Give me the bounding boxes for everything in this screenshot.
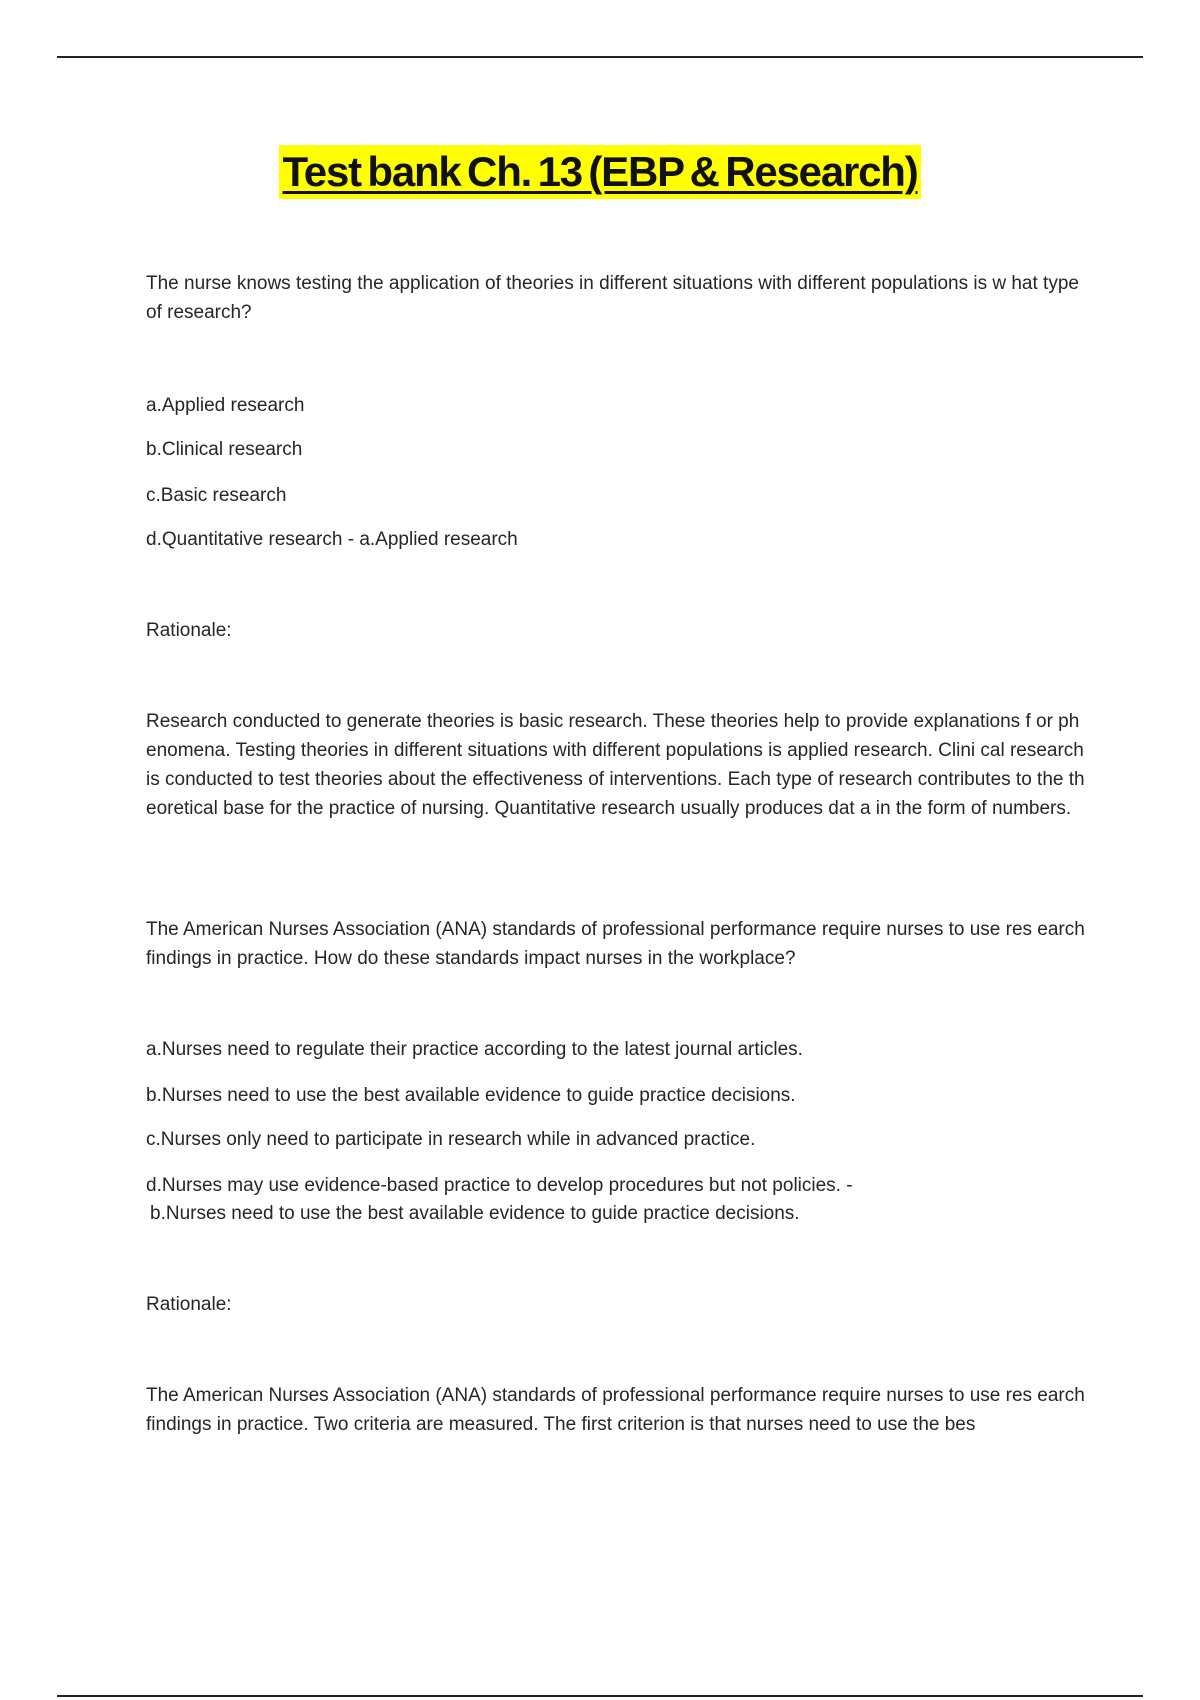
question-1-option-b: b.Clinical research: [146, 439, 303, 460]
question-2-option-b: b.Nurses need to use the best available evidence to guide practice decisions.: [146, 1085, 796, 1106]
title-container: [0, 145, 1200, 199]
question-2-option-d-line1: d.Nurses may use evidence-based practice to develop procedures but not policies. -: [146, 1175, 853, 1196]
question-2-rationale: The American Nurses Association (ANA) standards of professional performance require nurses to use res earch findings in practice. Two criteria are measured. The first criterion is that nurses need to use the bes: [146, 1385, 1085, 1435]
top-rule: [57, 56, 1143, 58]
question-1-rationale-label: Rationale:: [146, 620, 232, 641]
question-2-option-c: c.Nurses only need to participate in research while in advanced practice.: [146, 1129, 756, 1150]
page-title: Test bank Ch. 13 (EBP & Research): [279, 145, 920, 199]
question-1-option-c: c.Basic research: [146, 485, 287, 506]
question-2-option-a: a.Nurses need to regulate their practice according to the latest journal articles.: [146, 1039, 803, 1060]
question-1-rationale: Research conducted to generate theories is basic research. These theories help to provide explanations f or phenomena. Testing theories in different situations with different populations is applied research. Clini cal research is conducted to test theories about the effectiveness of interventions. Each type of research contributes to the theoretical base for the practice of nursing. Quantitative research usually produces dat a in the form of numbers.: [146, 711, 1085, 819]
bottom-rule: [57, 1695, 1143, 1697]
question-2-option-d-line2: b.Nurses need to use the best available evidence to guide practice decisions.: [150, 1203, 800, 1224]
question-1-option-a: a.Applied research: [146, 395, 305, 416]
question-2-rationale-label: Rationale:: [146, 1294, 232, 1315]
question-1-stem: The nurse knows testing the application of theories in different situations with different populations is w hat type of research?: [146, 273, 1079, 323]
question-2-stem: The American Nurses Association (ANA) standards of professional performance require nurses to use res earch findings in practice. How do these standards impact nurses in the workplace?: [146, 919, 1085, 969]
question-1-option-d: d.Quantitative research - a.Applied research: [146, 529, 518, 550]
